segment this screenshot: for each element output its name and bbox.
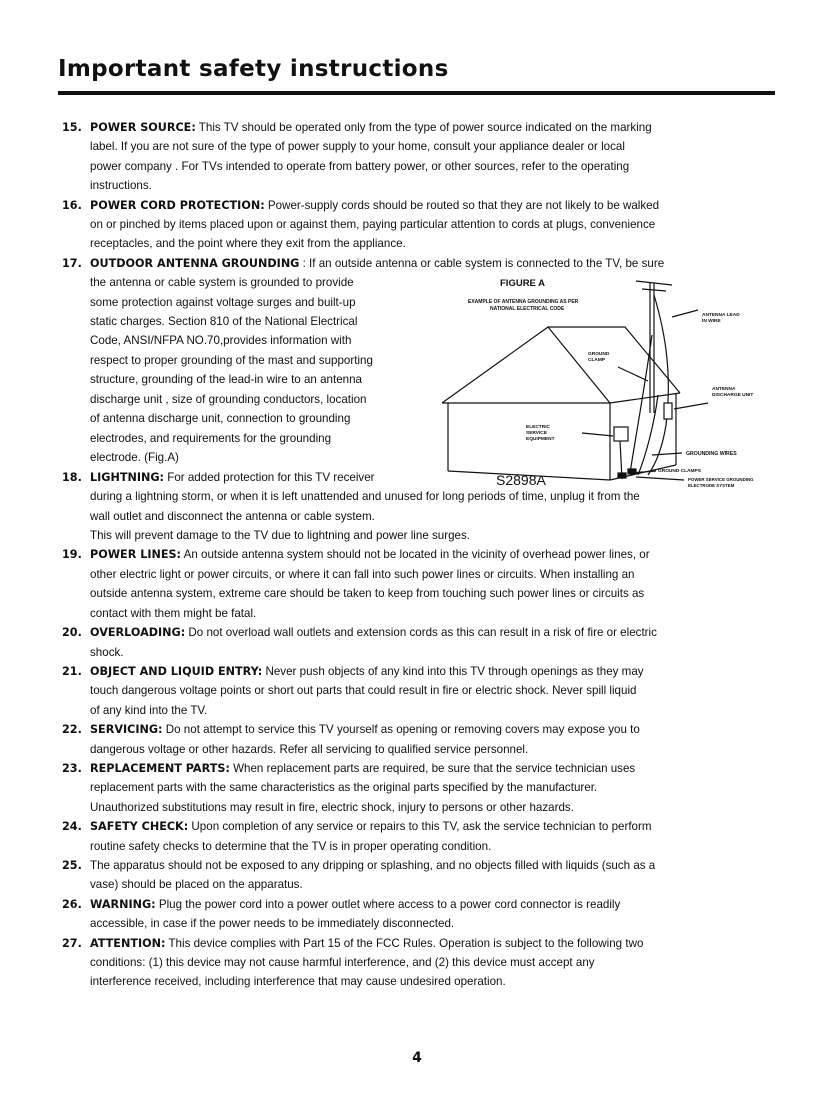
label-ground-clamp: CLAMP xyxy=(588,358,606,363)
service-equipment xyxy=(614,427,628,441)
label-electrode-system: POWER SERVICE GROUNDING xyxy=(688,477,754,482)
text-line: wall outlet and disconnect the antenna or cable system. xyxy=(90,509,375,523)
item-number: 17. xyxy=(62,256,82,270)
text-line: instructions. xyxy=(90,179,152,193)
figure-subcaption: NATIONAL ELECTRICAL CODE xyxy=(490,306,565,312)
item-number: 25. xyxy=(62,858,82,872)
item-number: 16. xyxy=(62,198,82,212)
item-heading: LIGHTNING: xyxy=(90,470,165,484)
instruction-item xyxy=(62,545,762,623)
item-number: 22. xyxy=(62,723,82,737)
item-text: Do not overload wall outlets and extension cords as this can result in a risk of fire or electric xyxy=(185,626,657,640)
text-line: Unauthorized substitutions may result in fire, electric shock, injury to persons or other hazards. xyxy=(90,800,574,814)
text-line: label. If you are not sure of the type of power supply to your home, consult your appliance dealer or local xyxy=(90,140,625,154)
instruction-item xyxy=(62,118,762,196)
text-line: static charges. Section 810 of the National Electrical xyxy=(90,315,358,329)
item-heading: OVERLOADING: xyxy=(90,626,186,640)
text-line: conditions: (1) this device may not cause harmful interference, and (2) this device must accept any xyxy=(90,956,595,969)
text-line: shock. xyxy=(90,645,124,659)
text-line: discharge unit , size of grounding conductors, location xyxy=(90,392,367,406)
item-number: 26. xyxy=(62,897,82,911)
instructions-list xyxy=(62,118,762,992)
text-line: some protection against voltage surges and built-up xyxy=(90,295,356,309)
text-line: during a lightning storm, or when it is left unattended and unused for long periods of time, unplug it from the xyxy=(90,490,640,504)
item-heading: SAFETY CHECK: xyxy=(90,820,189,834)
text-line: structure, grounding of the lead-in wire to an antenna xyxy=(90,373,362,387)
text-line: electrode. (Fig.A) xyxy=(90,450,179,464)
text-line: power company . For TVs intended to operate from battery power, or other sources, refer to the operating xyxy=(90,159,630,173)
item-text: Never push objects of any kind into this TV through openings as they may xyxy=(262,664,644,678)
item-text: Do not attempt to service this TV yourself as opening or removing covers may expose you to xyxy=(162,723,640,737)
label-ground-clamps: GROUND CLAMPS xyxy=(658,469,701,474)
item-number: 19. xyxy=(62,548,82,562)
label-discharge-unit: ANTENNA xyxy=(712,387,736,392)
title-divider xyxy=(58,91,775,95)
text-line: accessible, in case if the power needs to be immediately disconnected. xyxy=(90,917,455,931)
label-ground-clamp: GROUND xyxy=(588,352,610,357)
item-text: Plug the power cord into a power outlet where access to a power cord connector is readily xyxy=(155,897,621,911)
item-text: For added protection for this TV receiver xyxy=(164,470,375,484)
instruction-item xyxy=(62,856,762,895)
text-line: routine safety checks to determine that the TV is in proper operating condition. xyxy=(90,839,492,853)
grounding-wire xyxy=(630,335,652,473)
item-text: This TV should be operated only from the type of power source indicated on the marking xyxy=(195,121,652,134)
text-line: of any kind into the TV. xyxy=(90,703,208,717)
figure-caption: FIGURE A xyxy=(500,278,546,289)
text-line: the antenna or cable system is grounded to provide xyxy=(90,276,354,290)
text-line: dangerous voltage or other hazards. Refer all servicing to qualified service personnel. xyxy=(90,742,529,756)
text-line xyxy=(90,720,762,739)
discharge-unit xyxy=(664,403,672,419)
label-antenna-lead: IN WIRE xyxy=(702,319,721,324)
label-discharge-unit: DISCHARGE UNIT xyxy=(712,393,754,398)
instruction-item xyxy=(62,196,762,254)
label-antenna-lead: ANTENNA LEAD xyxy=(702,313,740,318)
text-line: interference received, including interference that may cause undesired operation. xyxy=(90,975,506,989)
instruction-item xyxy=(62,817,762,856)
text-line: receptacles, and the point where they exit from the appliance. xyxy=(90,237,406,251)
item-text: : If an outside antenna or cable system is connected to the TV, be sure xyxy=(299,256,665,270)
item-text: This device complies with Part 15 of the FCC Rules. Operation is subject to the following two xyxy=(165,936,644,950)
text-line: other electric light or power circuits, or where it can fall into such power lines or circuits. When installing an xyxy=(90,567,635,581)
roof-outline xyxy=(442,327,680,403)
item-text: Power-supply cords should be routed so that they are not likely to be walked xyxy=(264,198,660,212)
text-line: electrodes, and requirements for the grounding xyxy=(90,431,332,445)
item-number: 18. xyxy=(62,470,82,484)
label-service-equipment: ELECTRIC xyxy=(526,425,550,430)
item-heading: POWER LINES: xyxy=(90,548,182,562)
item-number: 23. xyxy=(62,761,82,775)
instruction-item xyxy=(62,623,762,662)
text-line: The apparatus should not be exposed to any dripping or splashing, and no objects filled with liquids (such as a xyxy=(90,858,656,872)
item-number: 20. xyxy=(62,626,82,640)
item-heading: POWER CORD PROTECTION: xyxy=(90,198,265,212)
item-number: 27. xyxy=(62,936,82,950)
text-line xyxy=(90,895,762,914)
text-line: replacement parts with the same characteristics as the original parts specified by the manufacturer. xyxy=(90,781,598,795)
text-line: on or pinched by items placed upon or against them, paying particular attention to cords at plugs, convenience xyxy=(90,218,656,232)
figure-subcaption: EXAMPLE OF ANTENNA GROUNDING AS PER xyxy=(468,299,579,305)
text-line: contact with them might be fatal. xyxy=(90,606,257,620)
item-number: 15. xyxy=(62,121,82,134)
text-line xyxy=(90,934,762,953)
item-heading: OBJECT AND LIQUID ENTRY: xyxy=(90,664,263,678)
item-heading: ATTENTION: xyxy=(90,936,166,950)
text-line xyxy=(90,817,762,836)
label-service-equipment: SERVICE xyxy=(526,431,547,436)
item-heading: SERVICING: xyxy=(90,723,163,737)
text-line: touch dangerous voltage points or short out parts that could result in fire or electric shock. Never spill liquid xyxy=(90,684,637,698)
lead-in-wire xyxy=(648,295,668,475)
text-line xyxy=(90,254,762,273)
text-line: vase) should be placed on the apparatus. xyxy=(90,878,303,892)
antenna-grounding-figure xyxy=(440,275,770,490)
label-service-equipment: EQUIPMENT xyxy=(526,437,555,442)
instruction-item xyxy=(62,759,762,817)
text-line xyxy=(90,623,762,642)
text-line: outside antenna system, extreme care should be taken to keep from touching such power lines or circuits as xyxy=(90,587,645,601)
text-line xyxy=(90,196,762,215)
item-number: 21. xyxy=(62,664,82,678)
text-line: of antenna discharge unit, connection to grounding xyxy=(90,412,351,426)
item-number: 24. xyxy=(62,820,82,834)
figure-code: S2898A xyxy=(496,472,546,488)
instruction-item xyxy=(62,662,762,720)
page-number: 4 xyxy=(412,1050,422,1066)
text-line xyxy=(90,545,762,564)
item-text: When replacement parts are required, be sure that the service technician uses xyxy=(229,761,636,775)
item-heading: OUTDOOR ANTENNA GROUNDING xyxy=(90,256,300,270)
label-grounding-wires: GROUNDING WIRES xyxy=(686,451,737,457)
instruction-item xyxy=(62,720,762,759)
item-text: An outside antenna system should not be located in the vicinity of overhead power lines, or xyxy=(181,548,650,562)
item-text: Upon completion of any service or repairs to this TV, ask the service technician to perform xyxy=(188,820,652,834)
text-line: This will prevent damage to the TV due to lightning and power line surges. xyxy=(90,529,471,543)
text-line xyxy=(90,759,762,778)
text-line xyxy=(90,662,762,681)
label-electrode-system: ELECTRODE SYSTEM xyxy=(688,483,735,488)
item-heading: REPLACEMENT PARTS: xyxy=(90,761,230,775)
item-heading: POWER SOURCE: xyxy=(90,121,196,134)
text-line: respect to proper grounding of the mast and supporting xyxy=(90,353,373,367)
instruction-item xyxy=(62,934,762,992)
text-line xyxy=(90,118,762,137)
text-line: Code, ANSI/NFPA NO.70,provides information with xyxy=(90,334,352,348)
item-heading: WARNING: xyxy=(90,897,156,911)
instruction-item xyxy=(62,895,762,934)
page-title: Important safety instructions xyxy=(58,56,449,82)
